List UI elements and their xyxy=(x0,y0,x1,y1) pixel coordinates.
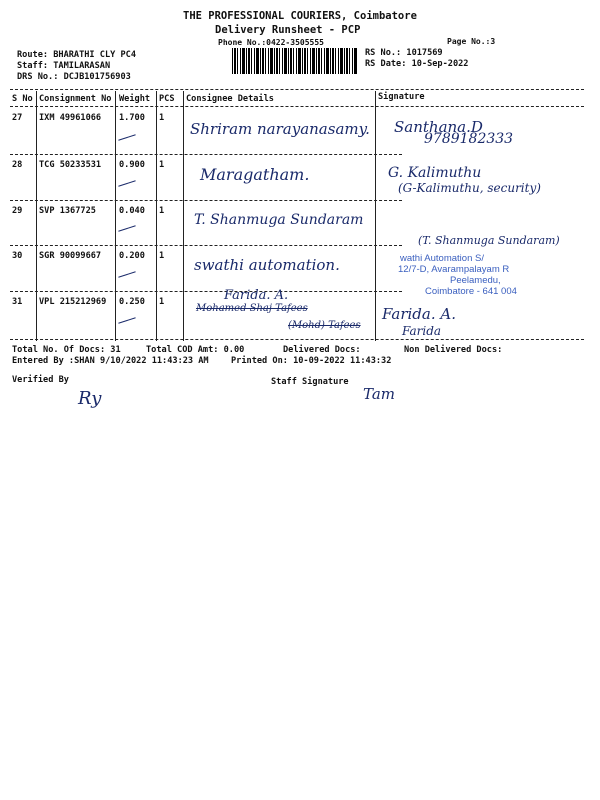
row29-weight: 0.040 xyxy=(119,206,145,216)
tick-mark xyxy=(118,317,135,324)
col-divider xyxy=(115,91,116,341)
row-rule xyxy=(10,245,402,246)
table-bottom-rule xyxy=(10,339,584,340)
row27-signature: Santhana.D xyxy=(394,118,483,136)
rs-number: RS No.: 1017569 xyxy=(365,48,443,58)
row31-consignee-strikeout: Mohamed Shaj Tafees xyxy=(196,303,308,314)
page-number: Page No.:3 xyxy=(447,37,496,46)
total-docs: Total No. Of Docs: 31 xyxy=(12,345,121,355)
tick-mark xyxy=(118,134,135,141)
row28-weight: 0.900 xyxy=(119,160,145,170)
col-pcs: PCS xyxy=(159,94,175,104)
row-rule xyxy=(10,291,402,292)
phone-number: Phone No.:0422-3505555 xyxy=(218,38,324,47)
stamp-line: Peelamedu, xyxy=(450,275,501,286)
stamp-line: Coimbatore - 641 004 xyxy=(425,286,517,297)
company-title: THE PROFESSIONAL COURIERS, Coimbatore xyxy=(183,10,417,22)
printed-on: Printed On: 10-09-2022 11:43:32 xyxy=(231,356,392,366)
delivered-docs: Delivered Docs: xyxy=(283,345,361,355)
row27-pcs: 1 xyxy=(159,113,165,123)
tick-mark xyxy=(118,225,135,232)
row31-consignee-handwriting: Farida. A. xyxy=(224,288,289,303)
barcode xyxy=(232,48,358,74)
col-divider xyxy=(36,91,37,341)
header-bottom-rule xyxy=(10,106,584,107)
row30-consignee-handwriting: swathi automation. xyxy=(194,256,340,274)
row28-signature-note: (G-Kalimuthu, security) xyxy=(398,181,541,195)
col-consignee: Consignee Details xyxy=(186,94,274,104)
col-divider xyxy=(156,91,157,341)
row30-sno: 30 xyxy=(12,251,23,261)
staff-handwritten-signature: Tam xyxy=(363,385,396,403)
row29-consignee-handwriting: T. Shanmuga Sundaram xyxy=(194,212,364,228)
staff-name: Staff: TAMILARASAN xyxy=(17,61,111,71)
row28-pcs: 1 xyxy=(159,160,165,170)
row30-consignment: SGR 90099667 xyxy=(39,251,102,261)
rs-date: RS Date: 10-Sep-2022 xyxy=(365,59,469,69)
row31-signature-2: Farida xyxy=(402,324,442,338)
runsheet-subtitle: Delivery Runsheet - PCP xyxy=(215,24,361,36)
row28-consignment: TCG 50233531 xyxy=(39,160,102,170)
verified-by-label: Verified By xyxy=(12,375,69,385)
total-cod: Total COD Amt: 0.00 xyxy=(146,345,245,355)
row27-consignment: IXM 49961066 xyxy=(39,113,102,123)
row30-pcs: 1 xyxy=(159,251,165,261)
stamp-line: wathi Automation S/ xyxy=(400,253,484,264)
entered-by: Entered By :SHAN 9/10/2022 11:43:23 AM xyxy=(12,356,209,366)
tick-mark xyxy=(118,271,135,278)
row27-consignee-handwriting: Shriram narayanasamy. xyxy=(190,120,370,138)
row31-pcs: 1 xyxy=(159,297,165,307)
col-sno: S No xyxy=(12,94,33,104)
row28-signature: G. Kalimuthu xyxy=(388,165,482,181)
row-rule xyxy=(10,154,402,155)
row29-pcs: 1 xyxy=(159,206,165,216)
row30-weight: 0.200 xyxy=(119,251,145,261)
col-divider xyxy=(183,91,184,341)
stamp-line: 12/7-D, Avarampalayam R xyxy=(398,264,510,275)
col-weight: Weight xyxy=(119,94,151,104)
row29-consignment: SVP 1367725 xyxy=(39,206,96,216)
row28-consignee-handwriting: Maragatham. xyxy=(200,165,310,184)
non-delivered-docs: Non Delivered Docs: xyxy=(404,345,503,355)
col-consignment: Consignment No xyxy=(39,94,112,104)
staff-signature-label: Staff Signature xyxy=(271,377,349,387)
col-signature: Signature xyxy=(378,92,425,102)
drs-number: DRS No.: DCJB101756903 xyxy=(17,72,131,82)
row31-weight: 0.250 xyxy=(119,297,145,307)
row27-weight: 1.700 xyxy=(119,113,145,123)
table-top-rule xyxy=(10,89,584,90)
row31-sno: 31 xyxy=(12,297,23,307)
row29-sno: 29 xyxy=(12,206,23,216)
row31-consignee-strikeout-2: (Mohd) Tafees xyxy=(288,320,361,331)
tick-mark xyxy=(118,180,135,187)
route: Route: BHARATHI CLY PC4 xyxy=(17,50,136,60)
row31-signature: Farida. A. xyxy=(382,305,456,323)
row27-signature-phone: 9789182333 xyxy=(424,131,514,147)
row27-sno: 27 xyxy=(12,113,23,123)
verified-signature: Ry xyxy=(78,388,102,409)
col-divider xyxy=(375,91,376,341)
row31-consignment: VPL 215212969 xyxy=(39,297,107,307)
row-rule xyxy=(10,200,402,201)
row29-signature: (T. Shanmuga Sundaram) xyxy=(418,234,560,247)
row28-sno: 28 xyxy=(12,160,23,170)
